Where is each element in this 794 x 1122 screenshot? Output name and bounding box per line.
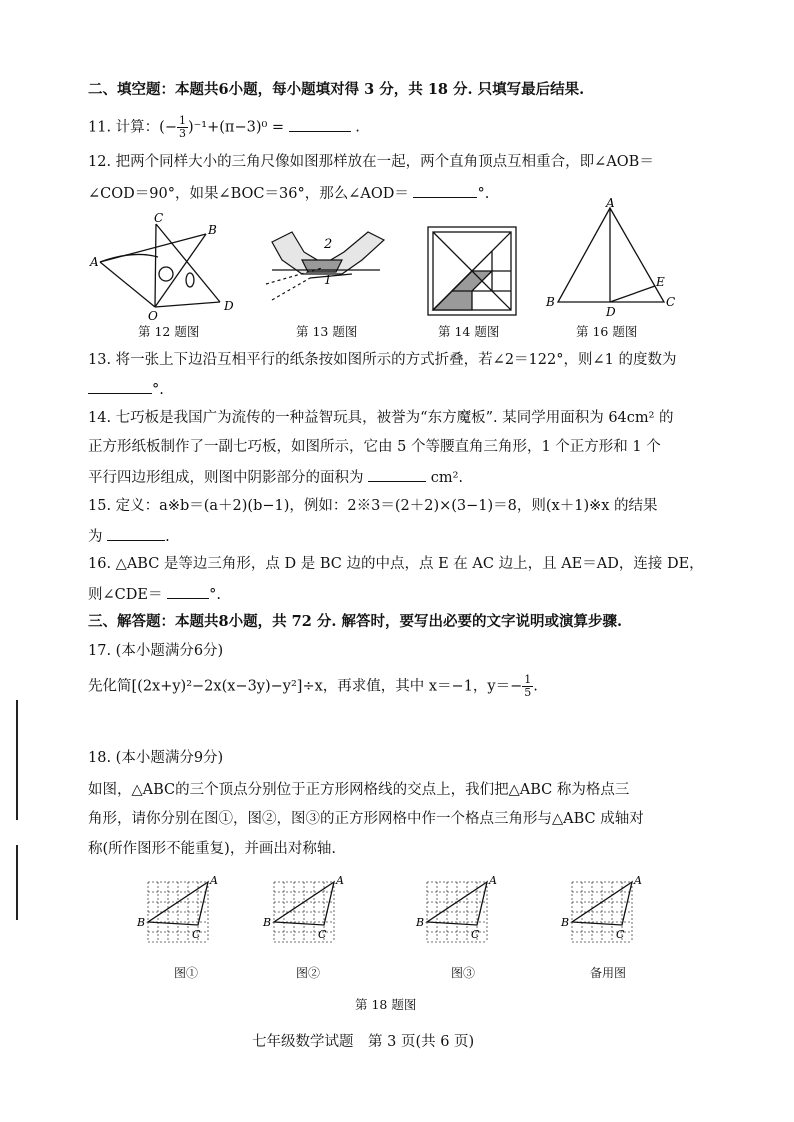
fig12-label-a: A (90, 255, 99, 269)
q13-line2-suffix: °. (152, 382, 164, 398)
q18-grid-4 (560, 872, 650, 962)
q16-answer-blank[interactable] (167, 583, 209, 599)
fig13-caption: 第 13 题图 (296, 324, 358, 339)
q17-expression: 先化简[(2x+y)²−2x(x−3y)−y²]÷x，再求值，其中 x＝−1，y＝− (88, 678, 523, 695)
fig12-line-od (155, 302, 220, 307)
q18-grid-caption-3: 图③ (451, 966, 476, 980)
q17-end: . (533, 678, 538, 695)
q15-answer-blank[interactable] (107, 525, 165, 541)
q13-line2 (88, 378, 718, 400)
question-11 (88, 115, 718, 145)
q14-line1: 14. 七巧板是我国广为流传的一种益智玩具，被誉为“东方魔板”. 某同学用面积为 64cm² 的 (88, 410, 674, 426)
q15-line2-suffix: . (165, 529, 170, 545)
fig14-caption: 第 14 题图 (438, 324, 500, 339)
q11-number: 11. (88, 119, 112, 136)
q16-line2-prefix: 则∠CDE＝ (88, 587, 163, 603)
q12-line2-suffix: °. (477, 186, 490, 202)
q15-line2 (88, 525, 718, 547)
fig13-label-2: 2 (324, 237, 333, 252)
q18-line2: 角形，请你分别在图①，图②，图③的正方形网格中作一个格点三角形与△ABC 成轴对 (88, 811, 644, 827)
q17-header: 17. (本小题满分6分) (88, 643, 224, 659)
q16-line2-suffix: °. (209, 587, 221, 603)
q14-line3-prefix: 平行四边形组成，则图中阴影部分的面积为 (88, 470, 364, 486)
q18-grid-caption-1: 图① (174, 966, 199, 980)
figure-13 (262, 222, 392, 312)
q13-line1: 13. 将一张上下边沿互相平行的纸条按如图所示的方式折叠，若∠2＝122°，则∠1 的度数为 (88, 352, 677, 368)
q14-line3-suffix: cm². (430, 470, 464, 486)
fig12-label-b: B (208, 223, 217, 237)
fig16-label-c: C (666, 295, 676, 309)
q18-grid-1 (136, 872, 226, 962)
grid-label-b: B (137, 916, 146, 929)
q12-line2-prefix: ∠COD＝90°，如果∠BOC＝36°，那么∠AOD＝ (88, 186, 409, 202)
fig16-line-de (610, 286, 655, 302)
section2-heading: 二、填空题：本题共6小题，每小题填对得 3 分，共 18 分. 只填写最后结果. (88, 81, 585, 98)
q14-line3 (88, 466, 718, 488)
fig12-line-ao (100, 262, 155, 307)
q18-grid-3 (415, 872, 505, 962)
q18-figure-caption: 第 18 题图 (355, 997, 417, 1012)
fig13-dashed-2 (272, 278, 310, 300)
margin-mark-top (16, 700, 18, 820)
q14-answer-blank[interactable] (368, 466, 426, 482)
q18-line3: 称(所作图形不能重复)，并画出对称轴. (88, 841, 336, 857)
fig14-line-1 (433, 232, 472, 271)
grid-label-b: B (416, 916, 425, 929)
q15-line2-prefix: 为 (88, 529, 103, 545)
fig14-shaded-parallelogram (452, 271, 492, 291)
figure-16 (544, 198, 678, 318)
q18-line1: 如图，△ABC的三个顶点分别位于正方形网格线的交点上，我们把△ABC 称为格点三 (88, 782, 630, 798)
q17-frac-den: 5 (524, 686, 532, 699)
fig12-label-d: D (224, 299, 234, 313)
fig12-angle-mark-2 (186, 273, 194, 287)
fig12-label-c: C (154, 212, 164, 225)
q18-header: 18. (本小题满分9分) (88, 750, 224, 766)
grid-label-a: A (489, 874, 497, 887)
grid-label-b: B (561, 916, 570, 929)
grid-label-a: A (634, 874, 642, 887)
q18-grid-caption-2: 图② (296, 966, 321, 980)
q14-line2: 正方形纸板制作了一副七巧板，如图所示，它由 5 个等腰直角三角形，1 个正方形和 1 个 (88, 439, 661, 455)
fig12-line-co (155, 224, 156, 307)
q12-answer-blank[interactable] (413, 182, 477, 198)
q12-line1: 12. 把两个同样大小的三角尺像如图那样放在一起，两个直角顶点互相重合，即∠AOB＝ (88, 154, 654, 170)
q11-answer-blank[interactable] (289, 116, 351, 132)
q17-text (88, 674, 718, 706)
fig16-caption: 第 16 题图 (576, 324, 638, 339)
figure-14 (426, 225, 518, 317)
grid-label-a: A (336, 874, 344, 887)
fig16-label-b: B (546, 295, 555, 309)
fig13-label-1: 1 (324, 273, 332, 287)
q15-line1: 15. 定义：a※b＝(a＋2)(b−1)，例如：2※3＝(2＋2)×(3−1)＝8，则(x＋1)※x 的结果 (88, 498, 658, 514)
q11-fraction (177, 115, 188, 140)
page-footer: 七年级数学试题 第 3 页(共 6 页) (252, 1034, 475, 1050)
q13-answer-blank[interactable] (88, 378, 152, 394)
fig12-caption: 第 12 题图 (138, 324, 200, 339)
grid-label-c: C (318, 928, 327, 941)
grid-label-b: B (263, 916, 272, 929)
grid-label-a: A (210, 874, 218, 887)
fig12-triangle-aob (100, 222, 208, 300)
q11-rest: )⁻¹+(π−3)⁰ = (187, 119, 285, 136)
q17-fraction (522, 674, 533, 699)
margin-mark-bottom (16, 845, 18, 920)
fig12-label-o: O (148, 309, 158, 322)
grid-label-c: C (192, 928, 201, 941)
q18-grid-caption-4: 备用图 (590, 966, 627, 980)
q18-grid-2 (262, 872, 352, 962)
q17-frac-num: 1 (524, 673, 532, 686)
fig16-label-a: A (606, 198, 615, 210)
q11-prefix: 计算：(− (115, 119, 177, 136)
q11-frac-num: 1 (178, 114, 186, 127)
fig16-label-e: E (656, 275, 665, 289)
fig12-curve (100, 254, 158, 262)
section3-heading: 三、解答题：本题共8小题，共 72 分. 解答时，要写出必要的文字说明或演算步骤. (88, 613, 623, 630)
fig12-angle-mark-1 (159, 267, 173, 281)
grid-label-c: C (471, 928, 480, 941)
fig16-label-d: D (606, 305, 616, 318)
q11-frac-den: 3 (178, 127, 186, 140)
q16-line2 (88, 583, 718, 605)
q16-line1: 16. △ABC 是等边三角形，点 D 是 BC 边的中点，点 E 在 AC 边上，且 AE＝AD，连接 DE， (88, 556, 704, 572)
q11-end: . (355, 119, 360, 136)
figure-12 (88, 212, 248, 322)
grid-label-c: C (616, 928, 625, 941)
